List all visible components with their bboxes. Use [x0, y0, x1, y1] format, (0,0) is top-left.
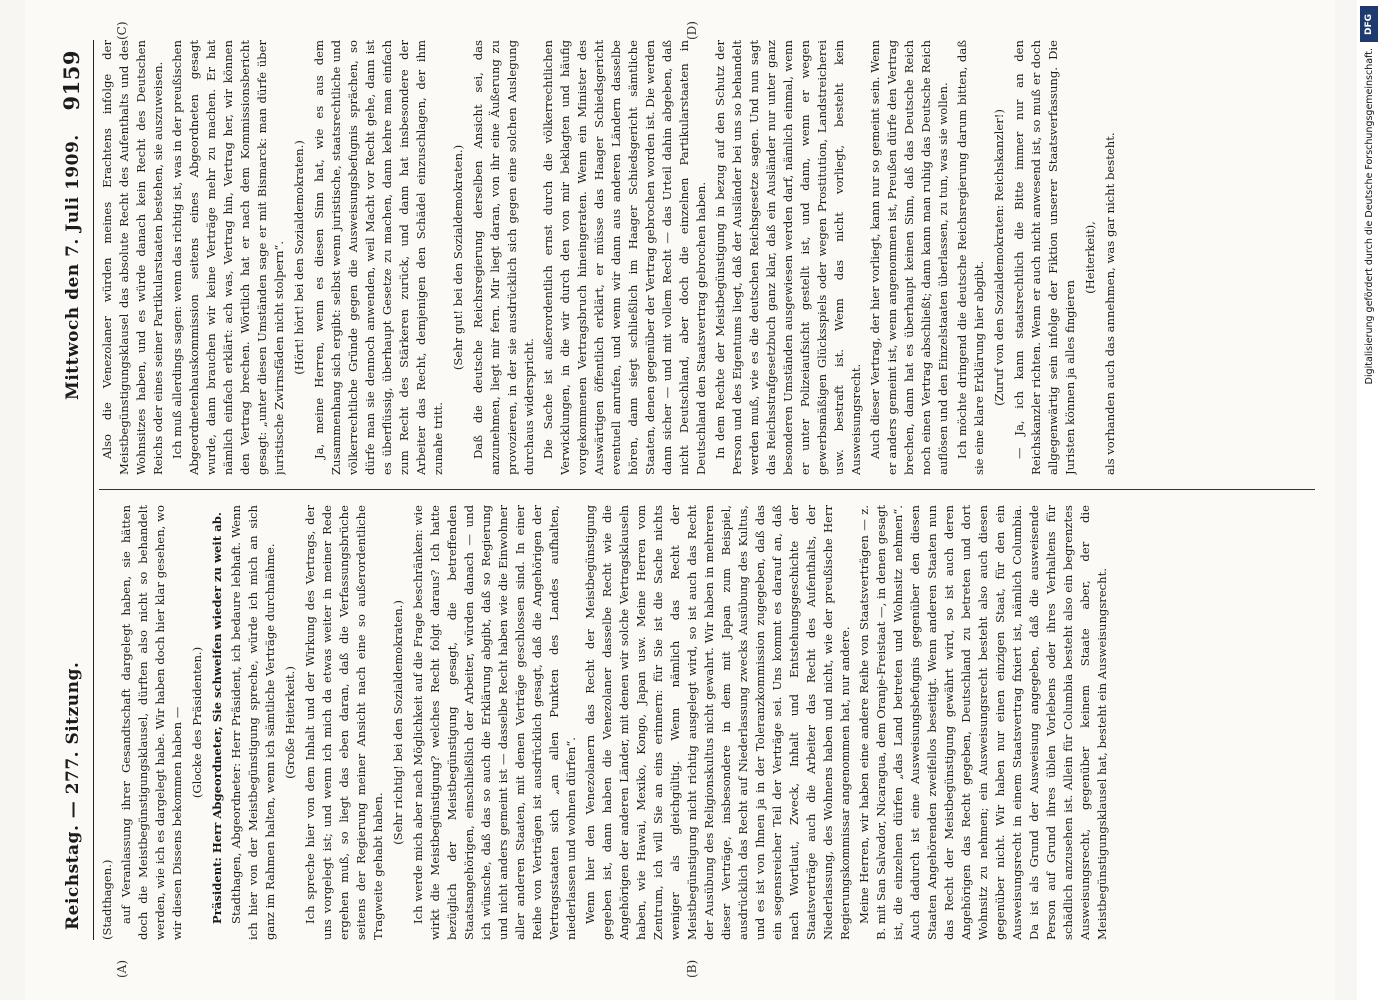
header-date: Mittwoch den 7. Juli 1909.	[63, 134, 83, 400]
left-column	[99, 505, 1315, 940]
paragraph: Ich spreche hier von dem Inhalt und der Wirkung des Vertrags, der uns vorgelegt ist; und wenn ich mich da etwas weiter in meiner Rede ergehen muß, so liegt das eben daran, daß die Verfassungsbrüche seitens der Regierung meiner Ansicht nach eine so außerordentliche Tragweite gehabt haben.	[303, 505, 385, 940]
paragraph: Ich möchte dringend die deutsche Reichsregierung darum bitten, daß sie eine klare Erklärung hier abgibt.	[955, 40, 986, 475]
margin-mark-d: (D)	[685, 21, 699, 40]
paragraph: Daß die deutsche Reichsregierung derselben Ansicht sei, das anzunehmen, liegt mir fern. Mir liegt daran, von ihr eine Äußerung zu provozieren, in der sie ausdrücklich sich gegen eine solchen Auslegung durchaus widerspricht.	[471, 40, 536, 475]
header-left: Reichstag. — 277. Sitzung.	[63, 661, 83, 930]
scanned-page	[25, 0, 1335, 1000]
paragraph: In dem Rechte der Meistbegünstigung in bezug auf den Schutz der Person und des Eigentums liegt, daß der Ausländer bei uns so behandelt werden muß, wie es die deutschen Reichsgesetze sagen. Und nun sagt das Reichsstrafgesetzbuch ganz klar, daß ein Ausländer nur unter ganz besonderen Umständen ausgewiesen werden darf, nämlich einmal, wenn er unter Polizeiaufsicht gestellt ist, und dann, wenn er wegen gewerbsmäßigen Glücksspiels oder wegen Prostitution, Landstreicherei usw. bestraft ist. Wenn das nicht vorliegt, besteht kein Ausweisungsrecht.	[713, 40, 863, 475]
margin-mark-a: (A)	[115, 959, 129, 978]
paragraph: Also die Venezolaner würden meines Erachtens infolge der Meistbegünstigungsklausel das absolute Recht des Aufenthalts und des Wohnsitzes haben, und es würde danach kein Recht des Deutschen Reichs oder eines seiner Partikularstaaten bestehen, sie auszuweisen.	[100, 40, 165, 475]
digitization-sidebar	[1357, 0, 1383, 1000]
stage-direction: (Glocke des Präsidenten.)	[190, 646, 204, 799]
paragraph: Meine Herren, wir haben eine andere Reihe von Staatsverträgen — z. B. mit San Salvador, Nicaragua, dem Oranje-Freistaat —, in denen gesagt ist, die einzelnen dürfen „das Land betreten und Wohnsitz nehmen“. Auch dadurch ist eine Ausweisungsbefugnis gegenüber den diesen Staaten Angehörenden zweifellos beseitigt. Wenn anderen Staaten nun das Recht der Meistbegünstigung gewährt wird, so ist auch deren Angehörigen das Recht gegeben, Deutschland zu betreten und dort Wohnsitz zu nehmen; ein Ausweisungsrecht besteht also auch diesen gegenüber nicht. Wir haben nur einen einzigen Staat, für den ein Ausweisungsrecht in einem Staatsvertrag fixiert ist, nämlich Columbia. Da ist als Grund der Ausweisung angegeben, daß die ausweisende Person auf Grund ihres üblen Vorlebens oder ihres Verhaltens für schädlich anzusehen ist. Allein für Columbia besteht also ein begrenztes Ausweisungsrecht, gegenüber keinem Staate aber, der die Meistbegünstigungsklausel hat, besteht ein Ausweisungsrecht.	[857, 505, 1109, 940]
digitization-note: Digitalisierung gefördert durch die Deutsche Forschungsgemeinschaft.	[1364, 48, 1375, 385]
stage-direction: (Hört! hört! bei den Sozialdemokraten.)	[292, 140, 306, 375]
paragraph: Ich muß allerdings sagen: wenn das richtig ist, was in der preußischen Abgeordnetenhauskommission seitens eines Abgeordneten gesagt wurde, dann brauchen wir keine Verträge mehr zu machen. Er hat nämlich einfach erklärt: ach was, Vertrag hin, Vertrag her, wir können den Vertrag brechen. Wörtlich hat er nach dem Kommissionsbericht gesagt: „unter diesen Umständen sage er mit Bismarck: man dürfe über juristische Zwirnsfäden nicht stolpern“.	[170, 40, 286, 475]
margin-mark-b: (B)	[685, 959, 699, 978]
page-number: 9159	[59, 50, 84, 111]
paragraph: — Ja, ich kann staatsrechtlich die Bitte immer nur an den Reichskanzler richten. Wenn er auch nicht anwesend ist, so muß er doch allgegenwärtig sein infolge der Fiktion unserer Staatsverfassung. Die Juristen können ja alles fingieren	[1012, 40, 1077, 475]
text-columns	[99, 40, 1315, 940]
right-column	[99, 40, 1315, 475]
column-divider	[99, 489, 1315, 490]
stage-direction: (Sehr gut! bei den Sozialdemokraten.)	[451, 144, 465, 371]
stage-direction: (Heiterkeit),	[1083, 221, 1097, 294]
margin-mark-c: (C)	[115, 21, 129, 40]
stage-direction: (Sehr richtig! bei den Sozialdemokraten.)	[391, 600, 405, 845]
paragraph: Wenn hier den Venezolanern das Recht der Meistbegünstigung gegeben ist, dann haben die Venezolaner dasselbe Recht wie die Angehörigen der anderen Länder, mit denen wir solche Vertragsklauseln haben, wie Hawai, Mexiko, Kongo, Japan usw. Meine Herren vom Zentrum, ich will Sie an eins erinnern: für Sie ist die Sache nichts weniger als gleichgültig. Wenn nämlich das Recht der Meistbegünstigung nicht richtig ausgelegt wird, so ist auch das Recht der Ausübung des Religionskultus nicht gewahrt. Wir haben in mehreren dieser Verträge, insbesondere in dem mit Japan zum Beispiel, ausdrücklich das Recht auf Niederlassung zwecks Ausübung des Kultus, und es ist von Ihnen ja in der Toleranzkommission zugegeben, daß das ein segensreicher Teil der Verträge sei. Uns kommt es darauf an, daß nach Wortlaut, Zweck, Inhalt und Entstehungsgeschichte der Staatsverträge auch die Arbeiter das Recht des Aufenthalts, der Niederlassung, des Wohnens haben und nicht, wie der preußische Herr Regierungskommissar angenommen hat, nur andere.	[583, 505, 852, 940]
paragraph: Präsident: Herr Abgeordneter, Sie schweifen wieder zu weit ab.	[210, 512, 224, 924]
speaker-tag: (Stadthagen.)	[100, 859, 114, 940]
paragraph: Ich werde mich aber nach Möglichkeit auf die Frage beschränken: wie wirkt die Meistbegünstigung? welches Recht folgt daraus? Ich hatte bezüglich der Meistbegünstigung gesagt, die betreffenden Staatsangehörigen, einschließlich der Arbeiter, würden danach — und ich wünsche, daß das so auch die Erklärung abgibt, daß so Regierung und nicht anders gemeint ist — dasselbe Recht haben wie die Einwohner aller anderen Staaten, mit denen Verträge geschlossen sind. In einer Reihe von Verträgen ist ausdrücklich gesagt, daß die Angehörigen der Vertragsstaaten sich „an allen Punkten des Landes aufhalten, niederlassen und wohnen dürfen“.	[411, 505, 578, 940]
paragraph: auf Veranlassung ihrer Gesandtschaft dargelegt haben, sie hätten doch die Meistbegünstigungsklausel, dürften also nicht so behandelt werden, wie ich es dargelegt habe. Wir haben doch hier klar gesehen, wo wir diesen Dissens bekommen haben —	[119, 505, 184, 940]
paragraph: Ja, meine Herren, wenn es diesen Sinn hat, wie es aus dem Zusammenhang sich ergibt: selbst wenn juristische, staatsrechtliche und völkerrechtliche Gründe gegen die Ausweisungsbefugnis sprächen, so dürfe man sie dennoch anwenden, weil Macht vor Recht gehe, dann ist es überflüssig, überhaupt Gesetze zu machen, dann kehre man einfach zum Recht des Stärkeren zurück, und dann hat insbesondere der Arbeiter das Recht, demjenigen den Schädel einzuschlagen, der ihm zunahe tritt.	[312, 40, 445, 475]
paragraph: Auch dieser Vertrag, der hier vorliegt, kann nur so gemeint sein. Wenn er anders gemeint ist, wenn angenommen ist, Preußen dürfe den Vertrag brechen, dann hat es überhaupt keinen Sinn, daß das Deutsche Reich noch einen Vertrag abschließt; dann kann man ruhig das Deutsche Reich auflösen und den Einzelstaaten überlassen, zu tun, was sie wollen.	[868, 40, 950, 475]
paragraph: Stadthagen, Abgeordneter: Herr Präsident, ich bedaure lebhaft. Wenn ich hier von der Meistbegünstigung spreche, würde ich mich an sich ganz im Rahmen halten, wenn ich sämtliche Verträge durchnähme.	[229, 505, 277, 940]
paragraph: als vorhanden auch das annehmen, was gar nicht besteht.	[1103, 132, 1117, 475]
page-header	[53, 40, 94, 940]
stage-direction: (Große Heiterkeit.)	[283, 666, 297, 779]
paragraph: Die Sache ist außerordentlich ernst durch die völkerrechtlichen Verwicklungen, in die wir durch den von mir beklagten und häufig vorgekommenen Vertragsbruch hineingeraten. Wenn ein Minister des Auswärtigen öffentlich erklärt, er müsse das Haager Schiedsgericht eventuell anrufen, und wenn wir dann aus anderen Ländern dasselbe hören, dann siegt schließlich im Haager Schiedsgericht sämtliche Staaten, denen gegenüber der Vertrag gebrochen worden ist. Die werden dann sicher — und mit vollem Recht — das Urteil dahin abgeben, daß nicht Deutschland, aber doch die einzelnen Partikularstaaten in Deutschland den Staatsvertrag gebrochen haben.	[541, 40, 708, 475]
stage-direction: (Zuruf von den Sozialdemokraten: Reichskanzler!)	[992, 109, 1006, 406]
dfg-logo: DFG	[1360, 6, 1378, 42]
